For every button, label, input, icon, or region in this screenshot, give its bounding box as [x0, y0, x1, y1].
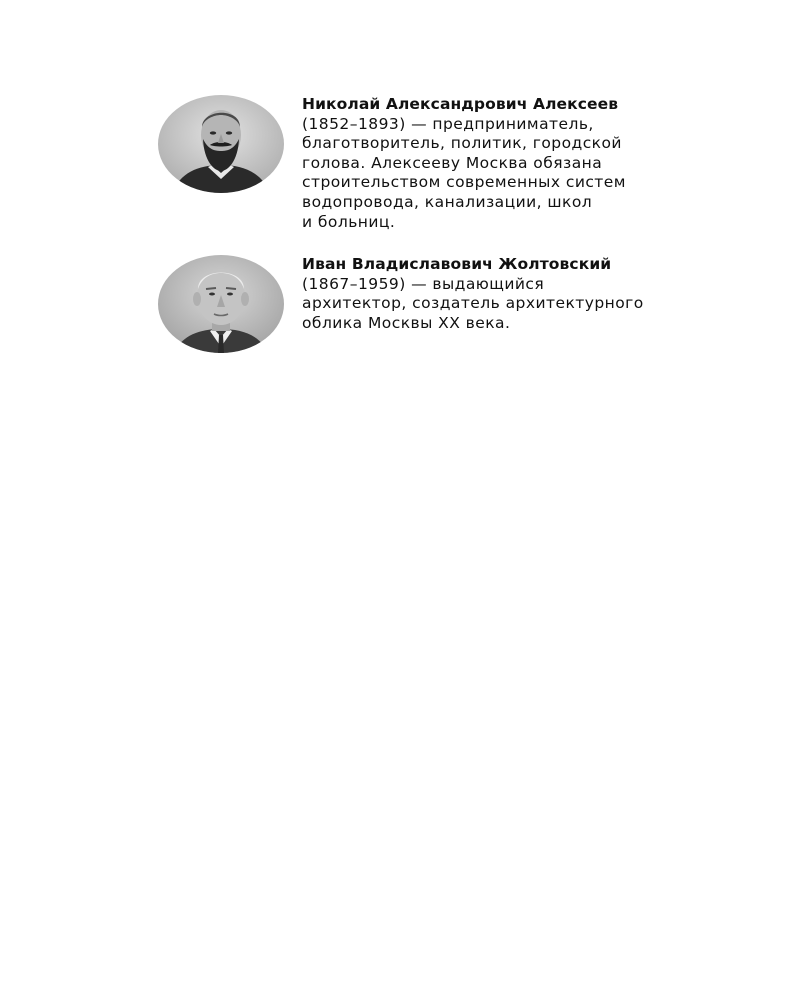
bio-name: Николай Александрович Алексеев — [302, 95, 619, 113]
bio-line: архитектор, создатель архитектурного — [302, 294, 644, 313]
bio-line: (1852–1893) — предприниматель, — [302, 114, 594, 133]
bio-text-zholtovsky — [302, 255, 702, 333]
bio-name: Иван Владиславович Жолтовский — [302, 255, 612, 273]
portrait-alekseev-icon — [158, 95, 284, 193]
bio-line: благотворитель, политик, городской — [302, 134, 622, 153]
bio-text-alekseev — [302, 95, 702, 232]
bio-line: (1867–1959) — выдающийся — [302, 274, 545, 293]
bio-line: водопровода, канализации, школ — [302, 192, 593, 211]
bio-line: облика Москвы XX века. — [302, 313, 511, 332]
portrait-zholtovsky-icon — [158, 255, 284, 353]
bio-line: голова. Алексееву Москва обязана — [302, 153, 603, 172]
bio-line: и больниц. — [302, 212, 396, 231]
bio-entry-zholtovsky — [158, 255, 718, 353]
bio-entry-alekseev — [158, 95, 718, 232]
bio-line: строительством современных систем — [302, 173, 626, 192]
